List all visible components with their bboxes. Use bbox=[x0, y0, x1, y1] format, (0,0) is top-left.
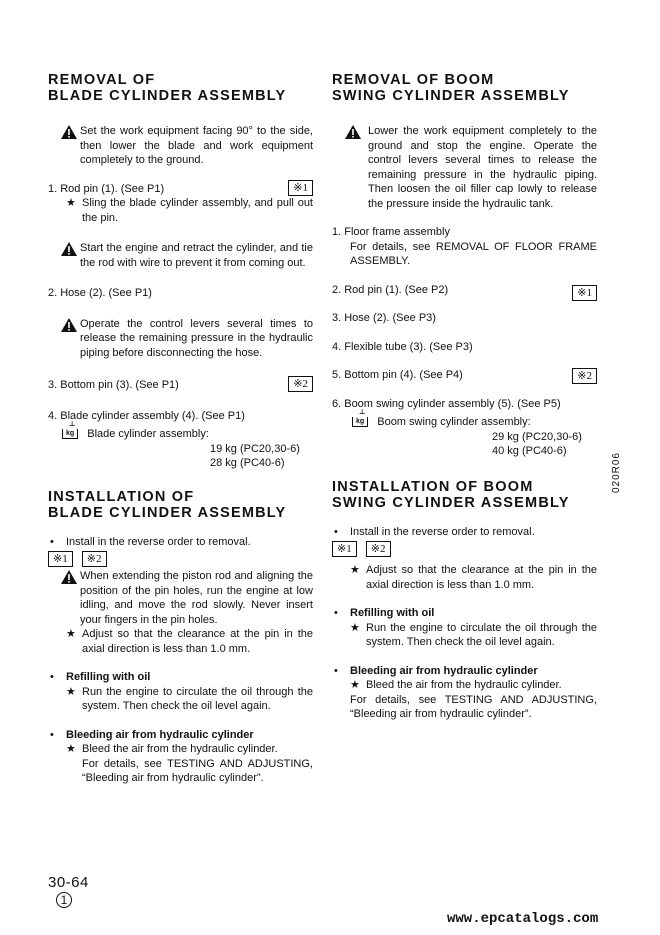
left-column bbox=[48, 72, 313, 786]
heading-line: BLADE CYLINDER ASSEMBLY bbox=[48, 88, 287, 104]
heading-line: REMOVAL OF BOOM bbox=[332, 72, 495, 88]
step-item bbox=[48, 286, 313, 301]
bullet-title: Bleeding air from hydraulic cylinder bbox=[350, 664, 538, 677]
installation-blade-heading bbox=[48, 489, 313, 521]
step-item bbox=[332, 368, 597, 383]
step-label: 2. Rod pin (1). (See P2) bbox=[332, 283, 449, 296]
note-ref-badge: ※1 bbox=[288, 180, 313, 196]
step-item bbox=[332, 311, 597, 326]
warning-triangle-icon bbox=[344, 124, 362, 140]
weight-list bbox=[332, 430, 597, 459]
note-ref-row bbox=[332, 541, 597, 557]
heading-line: INSTALLATION OF BOOM bbox=[332, 478, 534, 495]
star-note bbox=[332, 621, 597, 650]
warning-triangle-icon bbox=[60, 241, 78, 257]
step-label: 3. Hose (2). (See P3) bbox=[332, 312, 436, 324]
weight-caption: Boom swing cylinder assembly: bbox=[377, 416, 531, 428]
step-label: 4. Blade cylinder assembly (4). (See P1) bbox=[48, 409, 245, 422]
warning-note bbox=[48, 241, 313, 270]
bullet-icon: • bbox=[334, 607, 338, 619]
weight-value: 29 kg (PC20,30-6) bbox=[492, 430, 582, 443]
right-column bbox=[332, 72, 597, 722]
step-label: 1. Rod pin (1). (See P1) bbox=[48, 182, 165, 195]
note-ref-badge: ※2 bbox=[366, 541, 391, 557]
note-ref-badge: ※1 bbox=[48, 551, 73, 567]
warning-triangle-icon bbox=[60, 317, 78, 333]
document-code: 020R06 bbox=[611, 452, 622, 494]
bullet-item bbox=[332, 664, 597, 679]
bullet-icon: • bbox=[50, 671, 54, 683]
kg-weight-icon: ⊥ kg bbox=[352, 417, 368, 427]
note-ref-row bbox=[48, 551, 313, 567]
bullet-text: Install in the reverse order to removal. bbox=[66, 535, 251, 548]
bullet-title: Refilling with oil bbox=[350, 607, 435, 619]
star-text: Bleed the air from the hydraulic cylinder. bbox=[366, 679, 562, 691]
bullet-icon: • bbox=[334, 525, 338, 538]
detail-text: For details, see REMOVAL OF FLOOR FRAME ASSEMBLY. bbox=[350, 240, 597, 267]
star-text: Run the engine to circulate the oil through the system. Then check the oil level again. bbox=[366, 621, 597, 648]
warning-triangle-icon bbox=[60, 569, 78, 585]
step-label: 2. Hose (2). (See P1) bbox=[48, 287, 152, 299]
step-label: 3. Bottom pin (3). (See P1) bbox=[48, 379, 179, 391]
heading-line: REMOVAL OF bbox=[48, 72, 156, 88]
star-icon: ★ bbox=[66, 685, 76, 698]
bullet-title: Bleeding air from hydraulic cylinder bbox=[66, 728, 254, 741]
detail-text: For details, see TESTING AND ADJUSTING, “Bleeding air from hydraulic cylinder”. bbox=[82, 757, 313, 784]
installation-boom-heading bbox=[332, 479, 597, 511]
star-note bbox=[48, 742, 313, 757]
star-text: Adjust so that the clearance at the pin in the axial direction is less than 1.0 mm. bbox=[82, 628, 313, 655]
bullet-item bbox=[48, 728, 313, 743]
step-item bbox=[332, 397, 597, 412]
star-icon: ★ bbox=[350, 564, 360, 576]
step-item bbox=[48, 409, 313, 424]
step-label: 5. Bottom pin (4). (See P4) bbox=[332, 369, 463, 381]
removal-boom-heading bbox=[332, 72, 597, 104]
note-ref-badge: ※2 bbox=[572, 368, 597, 384]
warning-note bbox=[332, 124, 597, 211]
weight-list bbox=[48, 442, 313, 471]
note-ref-badge: ※1 bbox=[572, 285, 597, 301]
star-note bbox=[48, 196, 313, 225]
warning-text: Set the work equipment facing 90° to the side, then lower the blade and work equipment completely to the ground. bbox=[80, 125, 313, 166]
weight-value: 19 kg (PC20,30-6) bbox=[210, 442, 300, 455]
revision-circle: 1 bbox=[56, 892, 72, 908]
star-icon: ★ bbox=[66, 628, 76, 640]
heading-line: BLADE CYLINDER ASSEMBLY bbox=[48, 504, 287, 521]
warning-text: When extending the piston rod and aligning the position of the pin holes, run the engine at low idling, and move the rod slowly. Never insert your fingers in the pin holes. bbox=[80, 570, 313, 626]
step-item bbox=[48, 378, 313, 393]
warning-note bbox=[48, 317, 313, 361]
bullet-icon: • bbox=[50, 728, 54, 741]
bullet-item bbox=[332, 606, 597, 621]
star-icon: ★ bbox=[350, 679, 360, 691]
heading-line: SWING CYLINDER ASSEMBLY bbox=[332, 494, 570, 511]
weight-caption: Blade cylinder assembly: bbox=[87, 428, 209, 440]
step-item bbox=[332, 340, 597, 355]
bullet-item bbox=[332, 525, 597, 540]
weight-caption-row bbox=[332, 415, 597, 430]
bullet-text: Install in the reverse order to removal. bbox=[350, 525, 535, 538]
star-icon: ★ bbox=[350, 621, 360, 634]
heading-line: INSTALLATION OF bbox=[48, 488, 195, 505]
star-text: Run the engine to circulate the oil through the system. Then check the oil level again. bbox=[82, 685, 313, 712]
weight-value: 40 kg (PC40-6) bbox=[492, 445, 567, 457]
bullet-title: Refilling with oil bbox=[66, 671, 151, 683]
kg-weight-icon: ⊥ kg bbox=[62, 429, 78, 439]
step-label: 1. Floor frame assembly bbox=[332, 226, 450, 238]
star-icon: ★ bbox=[66, 743, 76, 755]
note-ref-badge: ※2 bbox=[82, 551, 107, 567]
bullet-item bbox=[48, 670, 313, 685]
step-label: 6. Boom swing cylinder assembly (5). (See P5) bbox=[332, 397, 561, 410]
website-link[interactable]: www.epcatalogs.com bbox=[447, 911, 599, 927]
star-note bbox=[332, 563, 597, 592]
weight-caption-row bbox=[48, 427, 313, 442]
warning-text: Operate the control levers several times to release the remaining pressure in the hydraulic piping before disconnecting the hose. bbox=[80, 317, 313, 359]
star-note bbox=[332, 678, 597, 693]
warning-note bbox=[48, 124, 313, 168]
heading-line: SWING CYLINDER ASSEMBLY bbox=[332, 88, 570, 104]
warning-text: Start the engine and retract the cylinder, and tie the rod with wire to prevent it from coming out. bbox=[80, 242, 313, 269]
warning-text: Lower the work equipment completely to the ground and stop the engine. Operate the control levers several times to release the remaining pressure in the hydraulic piping. Then loosen the oil filler cap lowly to release the pressure inside the hydraulic tank. bbox=[368, 125, 597, 210]
star-text: Sling the blade cylinder assembly, and pull out the pin. bbox=[82, 197, 313, 224]
step-item bbox=[332, 283, 597, 298]
warning-triangle-icon bbox=[60, 124, 78, 140]
weight-value: 28 kg (PC40-6) bbox=[210, 457, 285, 469]
star-text: Bleed the air from the hydraulic cylinder. bbox=[82, 743, 278, 755]
step-label: 4. Flexible tube (3). (See P3) bbox=[332, 340, 473, 353]
warning-note bbox=[48, 569, 313, 627]
step-item bbox=[48, 182, 313, 197]
note-ref-badge: ※1 bbox=[332, 541, 357, 557]
note-ref-badge: ※2 bbox=[288, 376, 313, 392]
removal-blade-heading bbox=[48, 72, 313, 104]
detail-text: For details, see TESTING AND ADJUSTING, “Bleeding air from hydraulic cylinder”. bbox=[350, 693, 597, 720]
step-item bbox=[332, 225, 597, 240]
bullet-icon: • bbox=[50, 535, 54, 548]
star-icon: ★ bbox=[66, 197, 76, 209]
page-number: 30-64 bbox=[48, 874, 89, 891]
star-text: Adjust so that the clearance at the pin in the axial direction is less than 1.0 mm. bbox=[366, 564, 597, 591]
bullet-item bbox=[48, 535, 313, 550]
bullet-icon: • bbox=[334, 664, 338, 677]
star-note bbox=[48, 627, 313, 656]
star-note bbox=[48, 685, 313, 714]
